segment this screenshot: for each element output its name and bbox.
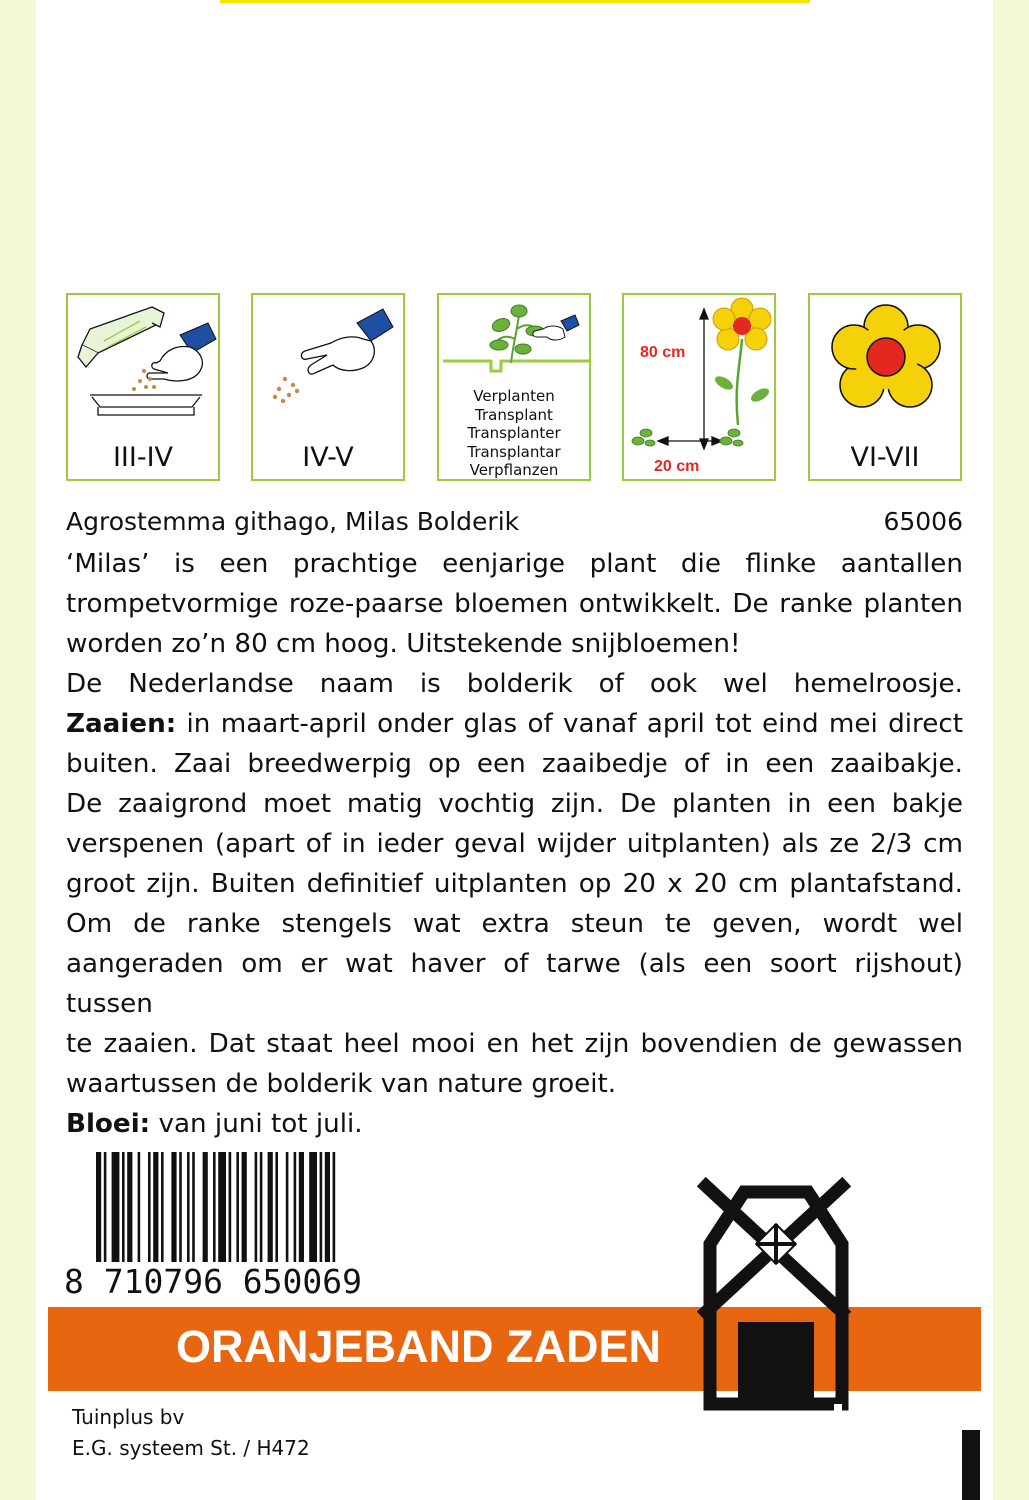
desc-line: te zaaien. Dat staat heel mooi en het zijn bovendien de gewassen bbox=[66, 1029, 963, 1059]
barcode-bar bbox=[138, 1152, 141, 1264]
spacing-20cm-label: 20 cm bbox=[654, 458, 700, 475]
desc-line: aangeraden om er wat haver of tarwe (als een soort rijshout) tussen bbox=[66, 949, 963, 1019]
top-color-strip bbox=[220, 0, 810, 3]
flowering-panel bbox=[808, 293, 962, 481]
sow-outdoors-panel bbox=[251, 293, 405, 481]
desc-line: groot zijn. Buiten definitief uitplanten op 20 x 20 cm plantafstand. bbox=[66, 869, 963, 899]
barcode-bar bbox=[294, 1152, 297, 1264]
desc-line: waartussen de bolderik van nature groeit. bbox=[66, 1069, 617, 1099]
transplant-label-fr: Transplanter bbox=[467, 424, 561, 442]
company-name: Tuinplus bv bbox=[72, 1405, 185, 1429]
barcode-bar bbox=[112, 1152, 120, 1264]
barcode-bar bbox=[161, 1152, 164, 1264]
plant-spacing-panel bbox=[622, 293, 776, 481]
transplant-languages bbox=[439, 387, 589, 480]
barcode-bar bbox=[122, 1152, 125, 1264]
barcode-bar bbox=[275, 1152, 278, 1264]
barcode-bar bbox=[286, 1152, 289, 1264]
barcode-bar bbox=[299, 1152, 304, 1264]
barcode-bar bbox=[242, 1152, 247, 1264]
height-80cm-label: 80 cm bbox=[640, 344, 686, 361]
barcode-bar bbox=[192, 1152, 195, 1264]
barcode-bar bbox=[127, 1152, 132, 1264]
sow-outdoors-months: IV-V bbox=[302, 442, 354, 473]
barcode-bar bbox=[179, 1152, 182, 1264]
barcode-bar bbox=[309, 1152, 317, 1264]
product-title: Agrostemma githago, Milas Bolderik bbox=[66, 507, 520, 536]
bloom-label: Bloei: bbox=[66, 1109, 151, 1139]
sowing-text: in maart-april onder glas of vanaf april tot eind mei direct bbox=[176, 709, 963, 739]
barcode-bar bbox=[268, 1152, 273, 1264]
barcode-bar bbox=[236, 1152, 239, 1264]
barcode-bar bbox=[229, 1152, 232, 1264]
desc-line: buiten. Zaai breedwerpig op een zaaibedje of in een zaaibakje. bbox=[66, 749, 963, 779]
barcode-bar bbox=[255, 1152, 258, 1264]
windmill-logo bbox=[696, 1172, 856, 1434]
barcode-number: 8 710796 650069 bbox=[64, 1262, 363, 1301]
bloom-text: van juni tot juli. bbox=[150, 1109, 363, 1139]
desc-line: De zaaigrond moet matig vochtig zijn. De planten in een bakje bbox=[66, 789, 963, 819]
desc-line: trompetvormige roze-paarse bloemen ontwikkelt. De ranke planten bbox=[66, 589, 963, 619]
desc-line: worden zo’n 80 cm hoog. Uitstekende snijbloemen! bbox=[66, 629, 741, 659]
desc-line: De Nederlandse naam is bolderik of ook wel hemelroosje. bbox=[66, 669, 963, 699]
product-description bbox=[66, 544, 963, 1144]
desc-line: ‘Milas’ is een prachtige eenjarige plant die flinke aantallen bbox=[66, 549, 963, 579]
transplant-label-de: Verpflanzen bbox=[469, 461, 559, 479]
bloom-line bbox=[66, 1104, 963, 1144]
barcode-bar bbox=[148, 1152, 151, 1264]
product-code: 65006 bbox=[883, 507, 963, 536]
company-info bbox=[72, 1402, 310, 1464]
desc-line: verspenen (apart of in ieder geval wijder uitplanten) als ze 2/3 cm bbox=[66, 829, 963, 859]
barcode-bar bbox=[320, 1152, 323, 1264]
flowering-months: VI-VII bbox=[850, 442, 920, 473]
barcode-bar bbox=[171, 1152, 176, 1264]
plant-spacing-icon bbox=[624, 295, 778, 483]
product-title-row bbox=[66, 507, 963, 543]
sowing-line bbox=[66, 704, 963, 744]
sowing-label: Zaaien: bbox=[66, 709, 177, 739]
sow-under-glass-months: III-IV bbox=[112, 442, 174, 473]
transplant-label-en: Transplant bbox=[475, 405, 553, 424]
barcode-bar bbox=[203, 1152, 208, 1264]
barcode-bar bbox=[213, 1152, 216, 1264]
barcode-bar bbox=[260, 1152, 263, 1264]
certification-text: E.G. systeem St. / H472 bbox=[72, 1436, 310, 1460]
transplant-label-nl: Verplanten bbox=[473, 387, 555, 405]
barcode-bar bbox=[187, 1152, 190, 1264]
barcode-bar bbox=[153, 1152, 158, 1264]
transplant-panel bbox=[437, 293, 591, 481]
transplant-label-es: Transplantar bbox=[467, 442, 561, 461]
print-mark bbox=[962, 1430, 980, 1500]
sow-under-glass-panel bbox=[66, 293, 220, 481]
brand-name: ORANJEBAND ZADEN bbox=[176, 1321, 662, 1372]
desc-line: Om de ranke stengels wat extra steun te geven, wordt wel bbox=[66, 909, 963, 939]
barcode-bar bbox=[325, 1152, 330, 1264]
